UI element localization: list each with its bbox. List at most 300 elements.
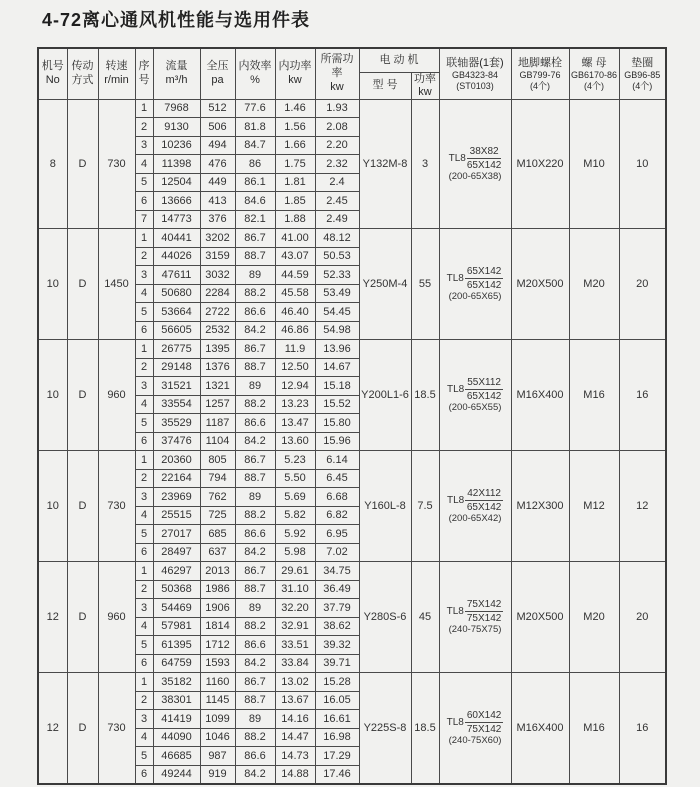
motor-power-cell: 18.5 <box>411 673 439 785</box>
header-motor-model: 型 号 <box>359 72 411 99</box>
header-unit: pa <box>211 73 224 86</box>
header-label: 转速 <box>105 60 128 73</box>
coupling-spec <box>440 488 511 513</box>
efficiency-cell: 88.2 <box>235 617 275 636</box>
drive-type-cell: D <box>67 673 98 785</box>
efficiency-cell: 86.7 <box>235 562 275 581</box>
seq-cell: 1 <box>135 673 153 692</box>
coupling-numerator: 65X142 <box>466 266 502 278</box>
pressure-cell: 1376 <box>200 358 235 377</box>
table-row <box>38 340 666 359</box>
header-flow <box>153 48 200 99</box>
header-motor-group: 电 动 机 <box>359 48 439 72</box>
seq-cell: 6 <box>135 654 153 673</box>
nut-cell: M20 <box>569 229 619 340</box>
flow-cell: 11398 <box>153 155 200 174</box>
required-power-cell: 7.02 <box>315 543 359 562</box>
header-speed <box>98 48 135 99</box>
header-label: 流量 <box>165 60 188 73</box>
flow-cell: 35529 <box>153 414 200 433</box>
required-power-cell: 17.46 <box>315 765 359 784</box>
required-power-cell: 6.95 <box>315 525 359 544</box>
efficiency-cell: 77.6 <box>235 99 275 118</box>
pressure-cell: 512 <box>200 99 235 118</box>
flow-cell: 37476 <box>153 432 200 451</box>
internal-power-cell: 1.56 <box>275 118 315 137</box>
seq-cell: 2 <box>135 469 153 488</box>
required-power-cell: 1.93 <box>315 99 359 118</box>
efficiency-cell: 86.6 <box>235 636 275 655</box>
coupling-fraction <box>465 710 503 735</box>
required-power-cell: 15.18 <box>315 377 359 396</box>
coupling-note: (240-75X75) <box>448 624 502 636</box>
pressure-cell: 2013 <box>200 562 235 581</box>
seq-cell: 4 <box>135 506 153 525</box>
efficiency-cell: 86.7 <box>235 229 275 248</box>
internal-power-cell: 12.50 <box>275 358 315 377</box>
seq-cell: 5 <box>135 303 153 322</box>
flow-cell: 40441 <box>153 229 200 248</box>
flow-cell: 10236 <box>153 136 200 155</box>
internal-power-cell: 13.23 <box>275 395 315 414</box>
efficiency-cell: 86.6 <box>235 747 275 766</box>
flow-cell: 56605 <box>153 321 200 340</box>
efficiency-cell: 88.7 <box>235 469 275 488</box>
flow-cell: 9130 <box>153 118 200 137</box>
machine-no-cell: 10 <box>38 340 67 451</box>
pressure-cell: 449 <box>200 173 235 192</box>
motor-model-cell: Y280S-6 <box>359 562 411 673</box>
machine-no-cell: 10 <box>38 229 67 340</box>
header-unit: GB799-76 <box>519 70 561 81</box>
nut-cell: M16 <box>569 673 619 785</box>
seq-cell: 6 <box>135 432 153 451</box>
internal-power-cell: 1.85 <box>275 192 315 211</box>
seq-cell: 3 <box>135 488 153 507</box>
header-unit: r/min <box>104 73 129 86</box>
required-power-cell: 36.49 <box>315 580 359 599</box>
coupling-denominator: 65X142 <box>466 391 502 403</box>
motor-power-cell: 55 <box>411 229 439 340</box>
pressure-cell: 637 <box>200 543 235 562</box>
seq-cell: 1 <box>135 340 153 359</box>
seq-cell: 4 <box>135 284 153 303</box>
coupling-cell <box>439 451 511 562</box>
pressure-cell: 3159 <box>200 247 235 266</box>
efficiency-cell: 88.2 <box>235 506 275 525</box>
seq-cell: 1 <box>135 229 153 248</box>
motor-model-cell: Y250M-4 <box>359 229 411 340</box>
efficiency-cell: 89 <box>235 488 275 507</box>
motor-power-cell: 3 <box>411 99 439 229</box>
internal-power-cell: 46.86 <box>275 321 315 340</box>
pressure-cell: 794 <box>200 469 235 488</box>
header-pressure <box>200 48 235 99</box>
required-power-cell: 53.49 <box>315 284 359 303</box>
efficiency-cell: 84.2 <box>235 321 275 340</box>
seq-cell: 2 <box>135 358 153 377</box>
internal-power-cell: 33.84 <box>275 654 315 673</box>
seq-cell: 6 <box>135 543 153 562</box>
header-unit: GB4323-84 <box>451 70 499 81</box>
header-drive <box>67 48 98 99</box>
header-internal_power <box>275 48 315 99</box>
pressure-cell: 762 <box>200 488 235 507</box>
flow-cell: 29148 <box>153 358 200 377</box>
header-note: (4个) <box>632 80 653 91</box>
anchor-bolt-cell: M10X220 <box>511 99 569 229</box>
pressure-cell: 919 <box>200 765 235 784</box>
coupling-spec <box>440 266 511 291</box>
pressure-cell: 506 <box>200 118 235 137</box>
coupling-note: (200-65X55) <box>448 402 502 414</box>
header-coupling <box>439 48 511 99</box>
flow-cell: 35182 <box>153 673 200 692</box>
seq-cell: 5 <box>135 173 153 192</box>
drive-type-cell: D <box>67 99 98 229</box>
required-power-cell: 38.62 <box>315 617 359 636</box>
efficiency-cell: 89 <box>235 377 275 396</box>
flow-cell: 38301 <box>153 691 200 710</box>
coupling-note: (200-65X38) <box>448 170 502 182</box>
efficiency-cell: 84.2 <box>235 432 275 451</box>
internal-power-cell: 13.47 <box>275 414 315 433</box>
header-unit: kw <box>288 73 302 86</box>
internal-power-cell: 1.88 <box>275 210 315 229</box>
internal-power-cell: 5.92 <box>275 525 315 544</box>
required-power-cell: 39.71 <box>315 654 359 673</box>
coupling-fraction <box>465 599 503 624</box>
pressure-cell: 376 <box>200 210 235 229</box>
pressure-cell: 1104 <box>200 432 235 451</box>
seq-cell: 2 <box>135 247 153 266</box>
flow-cell: 23969 <box>153 488 200 507</box>
coupling-denominator: 75X142 <box>466 724 502 736</box>
required-power-cell: 14.67 <box>315 358 359 377</box>
pressure-cell: 805 <box>200 451 235 470</box>
coupling-prefix: TL8 <box>446 717 464 729</box>
washer-cell: 20 <box>619 229 666 340</box>
efficiency-cell: 86.7 <box>235 340 275 359</box>
internal-power-cell: 5.98 <box>275 543 315 562</box>
internal-power-cell: 33.51 <box>275 636 315 655</box>
internal-power-cell: 1.81 <box>275 173 315 192</box>
efficiency-cell: 82.1 <box>235 210 275 229</box>
efficiency-cell: 88.7 <box>235 247 275 266</box>
required-power-cell: 52.33 <box>315 266 359 285</box>
coupling-denominator: 65X142 <box>466 159 502 171</box>
pressure-cell: 2722 <box>200 303 235 322</box>
seq-cell: 4 <box>135 155 153 174</box>
required-power-cell: 6.14 <box>315 451 359 470</box>
pressure-cell: 1712 <box>200 636 235 655</box>
required-power-cell: 2.4 <box>315 173 359 192</box>
header-required_power <box>315 48 359 99</box>
speed-cell: 730 <box>98 673 135 785</box>
header-label: 序 <box>138 60 150 73</box>
coupling-fraction <box>467 146 501 171</box>
efficiency-cell: 88.7 <box>235 358 275 377</box>
flow-cell: 44026 <box>153 247 200 266</box>
internal-power-cell: 13.02 <box>275 673 315 692</box>
efficiency-cell: 88.2 <box>235 395 275 414</box>
coupling-numerator: 55X112 <box>467 377 501 389</box>
speed-cell: 1450 <box>98 229 135 340</box>
coupling-fraction <box>465 377 503 402</box>
efficiency-cell: 86.1 <box>235 173 275 192</box>
coupling-spec <box>440 377 511 402</box>
anchor-bolt-cell: M16X400 <box>511 340 569 451</box>
seq-cell: 4 <box>135 617 153 636</box>
efficiency-cell: 88.2 <box>235 284 275 303</box>
seq-cell: 2 <box>135 118 153 137</box>
required-power-cell: 48.12 <box>315 229 359 248</box>
coupling-cell <box>439 673 511 785</box>
header-unit: GB6170-86 <box>570 70 618 81</box>
efficiency-cell: 89 <box>235 710 275 729</box>
drive-type-cell: D <box>67 562 98 673</box>
required-power-cell: 16.61 <box>315 710 359 729</box>
seq-cell: 1 <box>135 451 153 470</box>
internal-power-cell: 5.82 <box>275 506 315 525</box>
coupling-prefix: TL8 <box>448 152 466 164</box>
required-power-cell: 6.82 <box>315 506 359 525</box>
flow-cell: 64759 <box>153 654 200 673</box>
speed-cell: 960 <box>98 562 135 673</box>
coupling-cell <box>439 562 511 673</box>
required-power-cell: 2.49 <box>315 210 359 229</box>
seq-cell: 3 <box>135 266 153 285</box>
header-label: 机号 <box>41 60 64 73</box>
coupling-fraction <box>465 266 503 291</box>
coupling-denominator: 75X142 <box>466 613 502 625</box>
pressure-cell: 1814 <box>200 617 235 636</box>
internal-power-cell: 14.88 <box>275 765 315 784</box>
header-unit: % <box>250 73 260 86</box>
internal-power-cell: 44.59 <box>275 266 315 285</box>
flow-cell: 20360 <box>153 451 200 470</box>
seq-cell: 3 <box>135 377 153 396</box>
internal-power-cell: 29.61 <box>275 562 315 581</box>
seq-cell: 1 <box>135 99 153 118</box>
machine-no-cell: 12 <box>38 562 67 673</box>
internal-power-cell: 5.69 <box>275 488 315 507</box>
pressure-cell: 1257 <box>200 395 235 414</box>
efficiency-cell: 81.8 <box>235 118 275 137</box>
header-washer <box>619 48 666 99</box>
table-row <box>38 451 666 470</box>
flow-cell: 46685 <box>153 747 200 766</box>
pressure-cell: 476 <box>200 155 235 174</box>
coupling-numerator: 75X142 <box>466 599 502 611</box>
efficiency-cell: 86 <box>235 155 275 174</box>
washer-cell: 20 <box>619 562 666 673</box>
flow-cell: 7968 <box>153 99 200 118</box>
fan-selection-table <box>37 47 667 785</box>
coupling-spec <box>440 146 511 171</box>
coupling-numerator: 42X112 <box>467 488 501 500</box>
required-power-cell: 6.45 <box>315 469 359 488</box>
washer-cell: 12 <box>619 451 666 562</box>
pressure-cell: 1321 <box>200 377 235 396</box>
coupling-cell <box>439 99 511 229</box>
required-power-cell: 15.52 <box>315 395 359 414</box>
required-power-cell: 15.96 <box>315 432 359 451</box>
flow-cell: 53664 <box>153 303 200 322</box>
page-title: 4-72离心通风机性能与选用件表 <box>42 10 311 30</box>
table-row <box>38 229 666 248</box>
internal-power-cell: 13.60 <box>275 432 315 451</box>
efficiency-cell: 89 <box>235 266 275 285</box>
internal-power-cell: 14.73 <box>275 747 315 766</box>
coupling-note: (240-75X60) <box>448 735 502 747</box>
flow-cell: 13666 <box>153 192 200 211</box>
internal-power-cell: 12.94 <box>275 377 315 396</box>
internal-power-cell: 11.9 <box>275 340 315 359</box>
machine-no-cell: 12 <box>38 673 67 785</box>
coupling-spec <box>440 710 511 735</box>
flow-cell: 50680 <box>153 284 200 303</box>
required-power-cell: 13.96 <box>315 340 359 359</box>
pressure-cell: 1145 <box>200 691 235 710</box>
internal-power-cell: 45.58 <box>275 284 315 303</box>
table-row <box>38 673 666 692</box>
coupling-denominator: 65X142 <box>466 502 502 514</box>
internal-power-cell: 31.10 <box>275 580 315 599</box>
washer-cell: 16 <box>619 673 666 785</box>
motor-power-cell: 7.5 <box>411 451 439 562</box>
header-unit: kw <box>330 80 344 93</box>
header-unit: 方式 <box>71 73 94 86</box>
header-note: (4个) <box>530 80 550 91</box>
coupling-spec <box>440 599 511 624</box>
pressure-cell: 1906 <box>200 599 235 618</box>
flow-cell: 47611 <box>153 266 200 285</box>
internal-power-cell: 32.91 <box>275 617 315 636</box>
pressure-cell: 1099 <box>200 710 235 729</box>
required-power-cell: 39.32 <box>315 636 359 655</box>
table-row <box>38 562 666 581</box>
pressure-cell: 1187 <box>200 414 235 433</box>
internal-power-cell: 32.20 <box>275 599 315 618</box>
seq-cell: 7 <box>135 210 153 229</box>
flow-cell: 50368 <box>153 580 200 599</box>
machine-no-cell: 8 <box>38 99 67 229</box>
seq-cell: 2 <box>135 691 153 710</box>
flow-cell: 46297 <box>153 562 200 581</box>
seq-cell: 6 <box>135 321 153 340</box>
seq-cell: 5 <box>135 525 153 544</box>
header-label: 螺 母 <box>581 56 607 69</box>
nut-cell: M10 <box>569 99 619 229</box>
header-label: 全压 <box>206 60 229 73</box>
washer-cell: 16 <box>619 340 666 451</box>
seq-cell: 5 <box>135 414 153 433</box>
required-power-cell: 37.79 <box>315 599 359 618</box>
seq-cell: 3 <box>135 710 153 729</box>
flow-cell: 44090 <box>153 728 200 747</box>
coupling-prefix: TL8 <box>447 495 465 507</box>
flow-cell: 61395 <box>153 636 200 655</box>
flow-cell: 31521 <box>153 377 200 396</box>
efficiency-cell: 84.7 <box>235 136 275 155</box>
speed-cell: 960 <box>98 340 135 451</box>
flow-cell: 27017 <box>153 525 200 544</box>
internal-power-cell: 43.07 <box>275 247 315 266</box>
speed-cell: 730 <box>98 451 135 562</box>
flow-cell: 25515 <box>153 506 200 525</box>
flow-cell: 12504 <box>153 173 200 192</box>
header-unit: 号 <box>138 73 150 86</box>
efficiency-cell: 84.6 <box>235 192 275 211</box>
pressure-cell: 494 <box>200 136 235 155</box>
flow-cell: 49244 <box>153 765 200 784</box>
coupling-note: (200-65X65) <box>448 291 502 303</box>
pressure-cell: 3032 <box>200 266 235 285</box>
header-label: 垫圈 <box>631 56 654 69</box>
motor-power-cell: 18.5 <box>411 340 439 451</box>
pressure-cell: 725 <box>200 506 235 525</box>
seq-cell: 5 <box>135 636 153 655</box>
required-power-cell: 6.68 <box>315 488 359 507</box>
header-label: 联轴器(1套) <box>446 56 504 69</box>
flow-cell: 28497 <box>153 543 200 562</box>
required-power-cell: 54.45 <box>315 303 359 322</box>
required-power-cell: 34.75 <box>315 562 359 581</box>
anchor-bolt-cell: M20X500 <box>511 562 569 673</box>
required-power-cell: 15.80 <box>315 414 359 433</box>
drive-type-cell: D <box>67 229 98 340</box>
seq-cell: 6 <box>135 765 153 784</box>
coupling-prefix: TL8 <box>446 606 464 618</box>
speed-cell: 730 <box>98 99 135 229</box>
coupling-prefix: TL8 <box>447 384 465 396</box>
efficiency-cell: 88.2 <box>235 728 275 747</box>
anchor-bolt-cell: M20X500 <box>511 229 569 340</box>
machine-no-cell: 10 <box>38 451 67 562</box>
coupling-fraction <box>465 488 503 513</box>
coupling-note: (200-65X42) <box>448 513 502 525</box>
efficiency-cell: 84.2 <box>235 654 275 673</box>
efficiency-cell: 86.7 <box>235 451 275 470</box>
required-power-cell: 15.28 <box>315 673 359 692</box>
flow-cell: 41419 <box>153 710 200 729</box>
seq-cell: 5 <box>135 747 153 766</box>
internal-power-cell: 5.23 <box>275 451 315 470</box>
required-power-cell: 16.05 <box>315 691 359 710</box>
motor-model-cell: Y132M-8 <box>359 99 411 229</box>
motor-power-cell: 45 <box>411 562 439 673</box>
required-power-cell: 2.45 <box>315 192 359 211</box>
header-unit: m³/h <box>165 73 188 86</box>
required-power-cell: 50.53 <box>315 247 359 266</box>
internal-power-cell: 1.66 <box>275 136 315 155</box>
seq-cell: 4 <box>135 395 153 414</box>
required-power-cell: 2.08 <box>315 118 359 137</box>
nut-cell: M12 <box>569 451 619 562</box>
efficiency-cell: 88.7 <box>235 691 275 710</box>
flow-cell: 54469 <box>153 599 200 618</box>
required-power-cell: 2.32 <box>315 155 359 174</box>
efficiency-cell: 86.7 <box>235 673 275 692</box>
flow-cell: 26775 <box>153 340 200 359</box>
seq-cell: 3 <box>135 136 153 155</box>
header-label: 内功率 <box>278 60 312 73</box>
drive-type-cell: D <box>67 340 98 451</box>
pressure-cell: 3202 <box>200 229 235 248</box>
header-unit: No <box>45 73 60 86</box>
seq-cell: 6 <box>135 192 153 211</box>
